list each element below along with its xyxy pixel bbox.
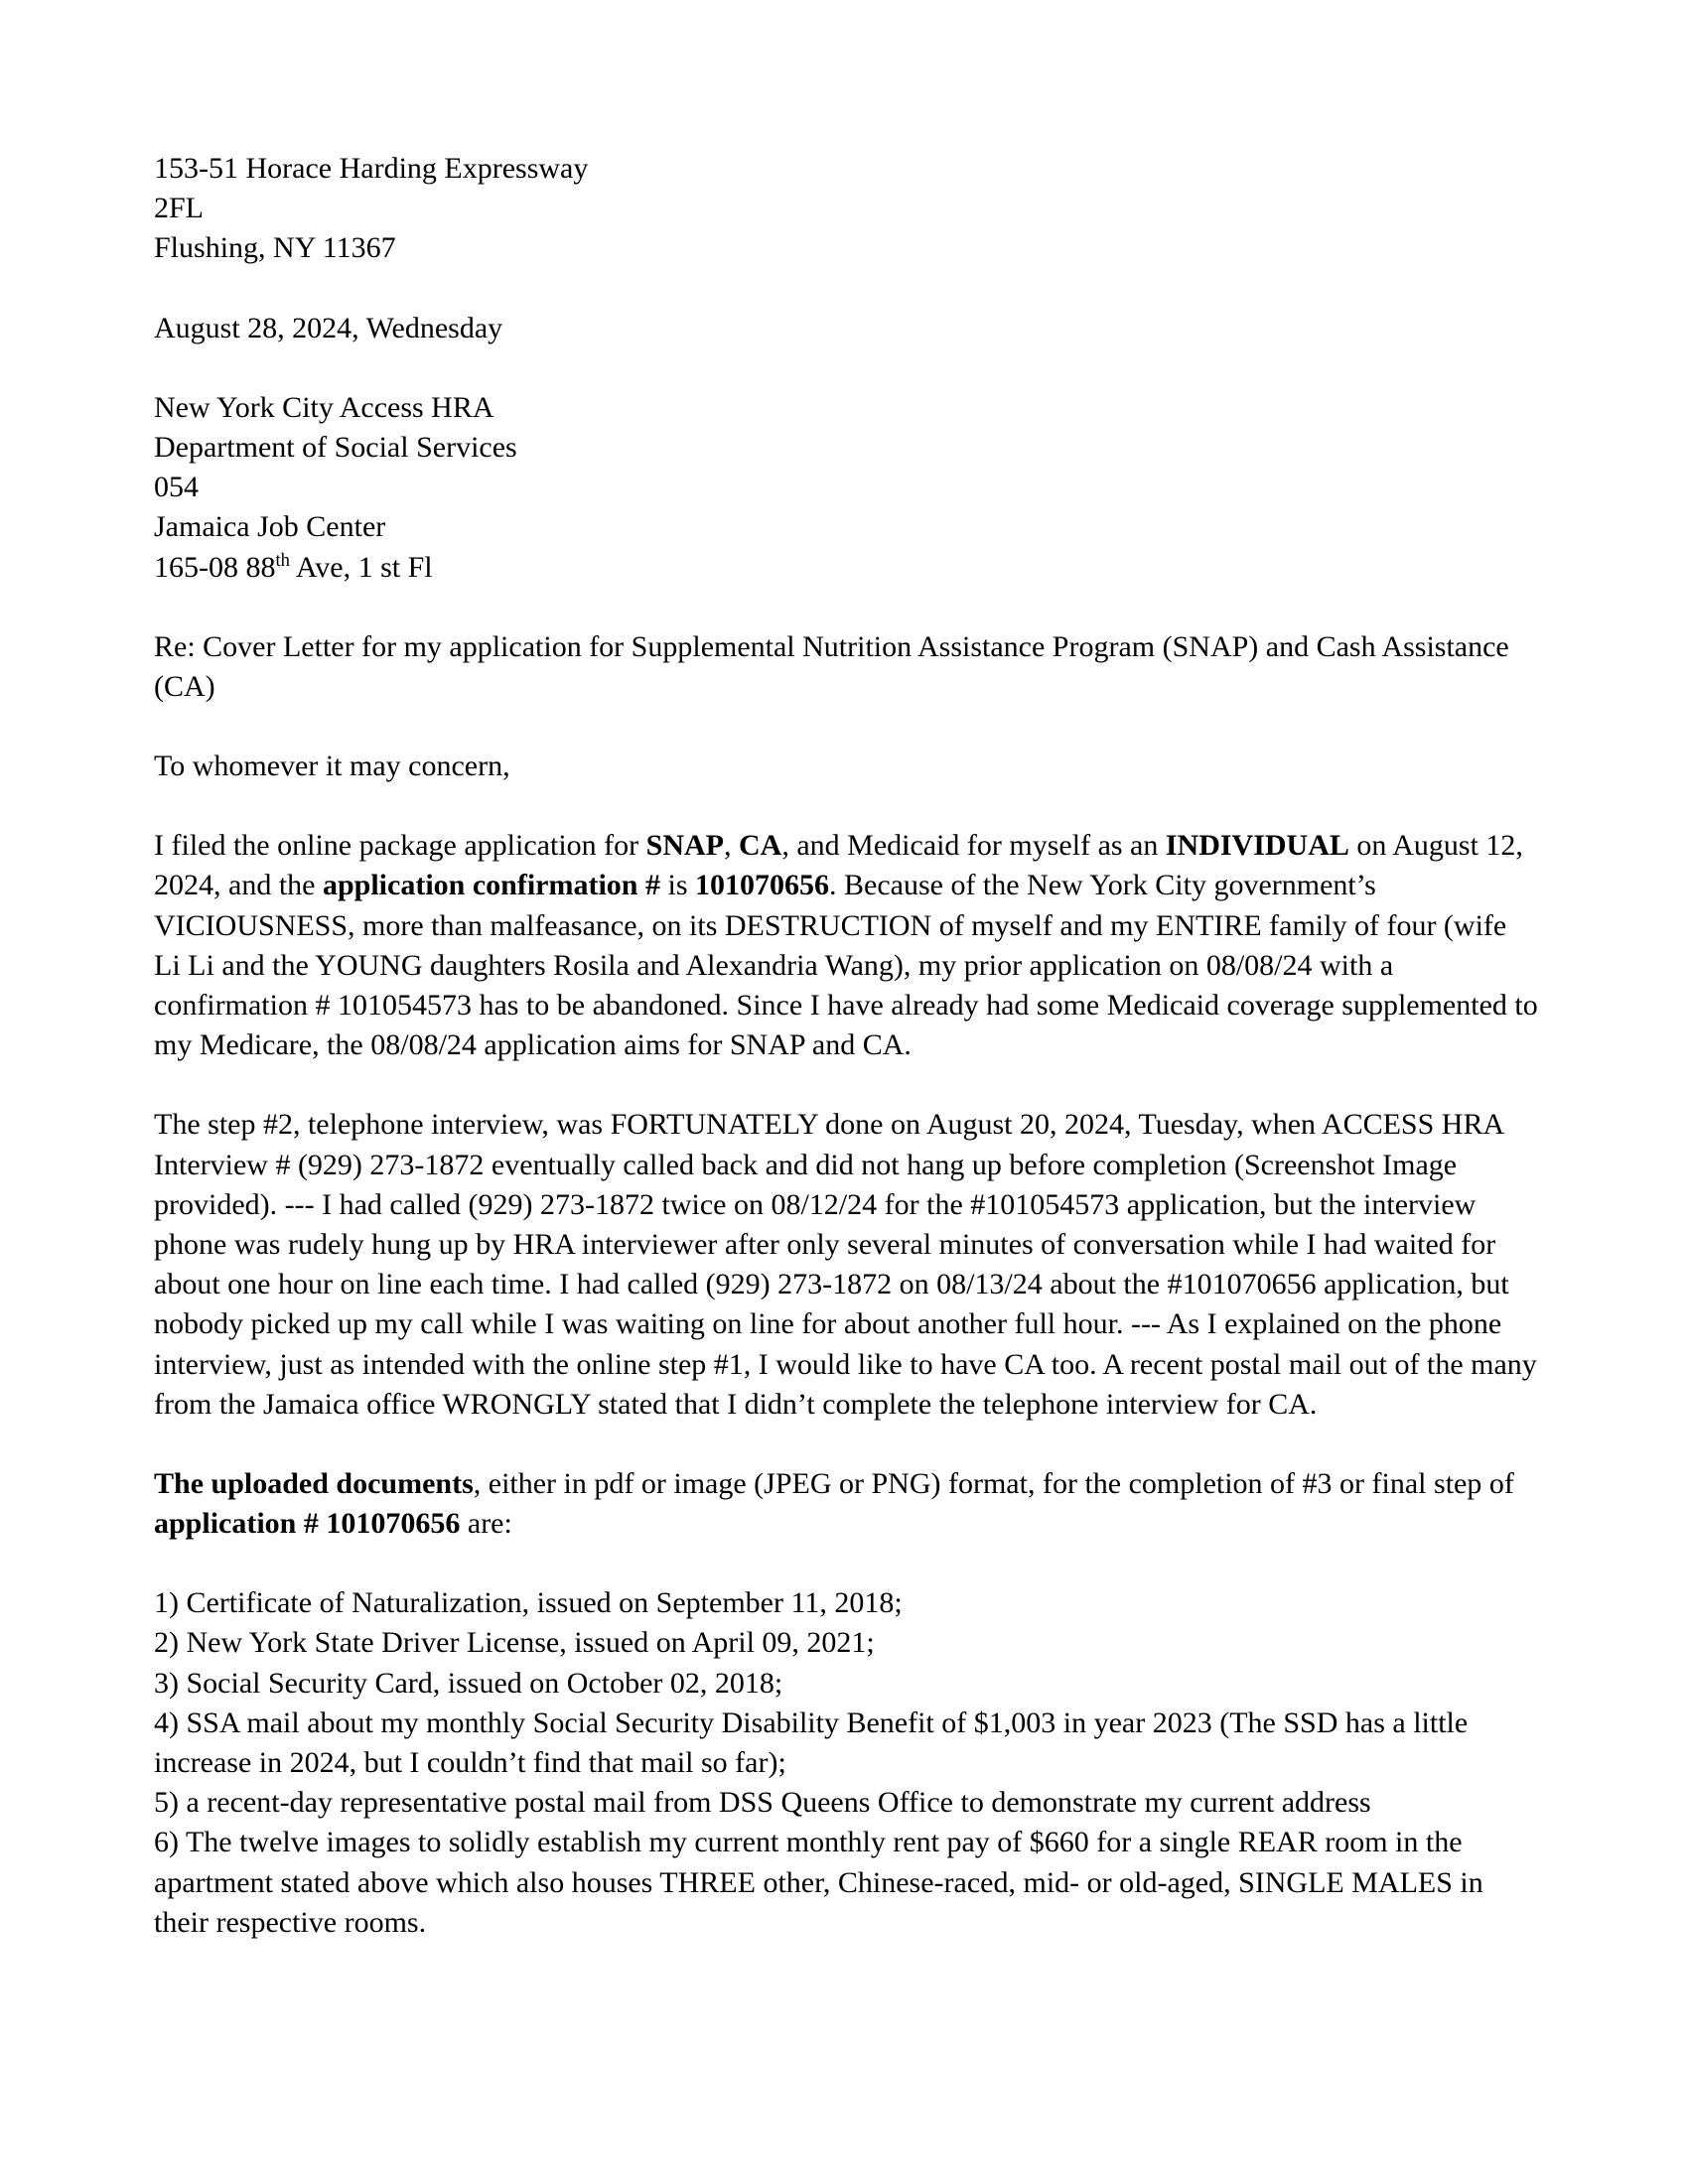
body-paragraph-1 [154, 826, 1539, 1065]
sender-address-block [154, 149, 1539, 269]
p1-bold-confirmation-label: application confirmation # [322, 869, 660, 902]
p1-segment-6: . Because of the New York City government’s VICIOUSNESS, more than malfeasance, on its DESTRUCTION of myself and my ENTIRE family of four (wife Li Li and the YOUNG daughters Rosila and Alexandria Wang), my prior application on 08/08/24 with a confirmation # 101054573 has to be abandoned. Since I have already had some Medicaid coverage supplemented to my Medicare, the 08/08/24 application aims for SNAP and CA. [154, 869, 1538, 1062]
salutation: To whomever it may concern, [154, 750, 510, 783]
letter-date: August 28, 2024, Wednesday [154, 311, 503, 344]
sender-address-line-2: 2FL [154, 192, 205, 225]
recipient-agency-name: New York City Access HRA [154, 390, 494, 424]
p3-segment-2: are: [460, 1507, 512, 1541]
body-paragraph-3 [154, 1464, 1539, 1544]
list-item: 4) SSA mail about my monthly Social Security Disability Benefit of $1,003 in year 2023 (The SSD has a little increase in 2024, but I couldn’t find that mail so far); [154, 1706, 1476, 1779]
p3-segment-1: , either in pdf or image (JPEG or PNG) format, for the completion of #3 or final step of [473, 1466, 1514, 1500]
p1-segment-2: , [723, 829, 739, 863]
recipient-address-block [154, 388, 1539, 588]
spacer-after-paragraph-3 [154, 1544, 1539, 1583]
p3-bold-application-number: application # 101070656 [154, 1507, 461, 1541]
p3-bold-uploaded-documents: The uploaded documents [154, 1466, 474, 1500]
sender-address-line-1: 153-51 Horace Harding Expressway [154, 152, 589, 185]
body-paragraph-2: The step #2, telephone interview, was FORTUNATELY done on August 20, 2024, Tuesday, when ACCESS HRA Interview # (929) 273-1872 eventually called back and did not hang up before completion (Screenshot Image provided). --- I had called (929) 273-1872 twice on 08/12/24 for the #101054573 application, but the interview phone was rudely hung up by HRA interviewer after only several minutes of conversation while I had waited for about one hour on line each time. I had called (929) 273-1872 on 08/13/24 about the #101070656 application, but nobody picked up my call while I was waiting on line for about another full hour. --- As I explained on the phone interview, just as intended with the online step #1, I would like to have CA too. A recent postal mail out of the many from the Jamaica office WRONGLY stated that I didn’t complete the telephone interview for CA. [154, 1108, 1537, 1421]
spacer-after-sender-address [154, 269, 1539, 309]
list-item: 2) New York State Driver License, issued on April 09, 2021; [154, 1626, 875, 1660]
recipient-department-name: Department of Social Services [154, 430, 517, 464]
documents-list [154, 1583, 1539, 1943]
p1-bold-ca: CA [738, 829, 782, 863]
list-item: 1) Certificate of Naturalization, issued on September 11, 2018; [154, 1586, 903, 1620]
spacer-after-date [154, 348, 1539, 388]
recipient-street-number: 165-08 88 [154, 550, 276, 584]
p1-segment-5: is [659, 869, 695, 902]
ordinal-superscript: th [275, 549, 290, 571]
list-item: 3) Social Security Card, issued on October 02, 2018; [154, 1666, 783, 1700]
recipient-center-name: Jamaica Job Center [154, 510, 386, 544]
spacer-after-paragraph-1 [154, 1065, 1539, 1105]
recipient-street-suffix: Ave, 1 st Fl [289, 550, 433, 584]
p1-segment-4: on August 12, 2024, and the [154, 829, 1523, 902]
spacer-after-recipient-address [154, 588, 1539, 627]
spacer-after-subject [154, 707, 1539, 747]
p1-segment-1: I filed the online package application for [154, 829, 646, 863]
list-item: 5) a recent-day representative postal mail from DSS Queens Office to demonstrate my current address [154, 1786, 1371, 1820]
spacer-after-paragraph-2 [154, 1425, 1539, 1464]
recipient-street-address [154, 548, 1539, 588]
p1-bold-individual: INDIVIDUAL [1165, 829, 1349, 863]
p1-bold-snap: SNAP [645, 829, 724, 863]
sender-address-line-3: Flushing, NY 11367 [154, 231, 396, 265]
p1-segment-3: , and Medicaid for myself as an [781, 829, 1166, 863]
subject-line: Re: Cover Letter for my application for Supplemental Nutrition Assistance Program (SNAP) and Cash Assistance (CA) [154, 629, 1509, 703]
list-item: 6) The twelve images to solidly establish my current monthly rent pay of $660 for a single REAR room in the apartment stated above which also houses THREE other, Chinese-raced, mid- or old-aged, SINGLE MALES in their respective rooms. [154, 1826, 1491, 1939]
recipient-office-code: 054 [154, 471, 199, 504]
p1-bold-confirmation-number: 101070656 [695, 869, 829, 902]
spacer-after-salutation [154, 786, 1539, 826]
